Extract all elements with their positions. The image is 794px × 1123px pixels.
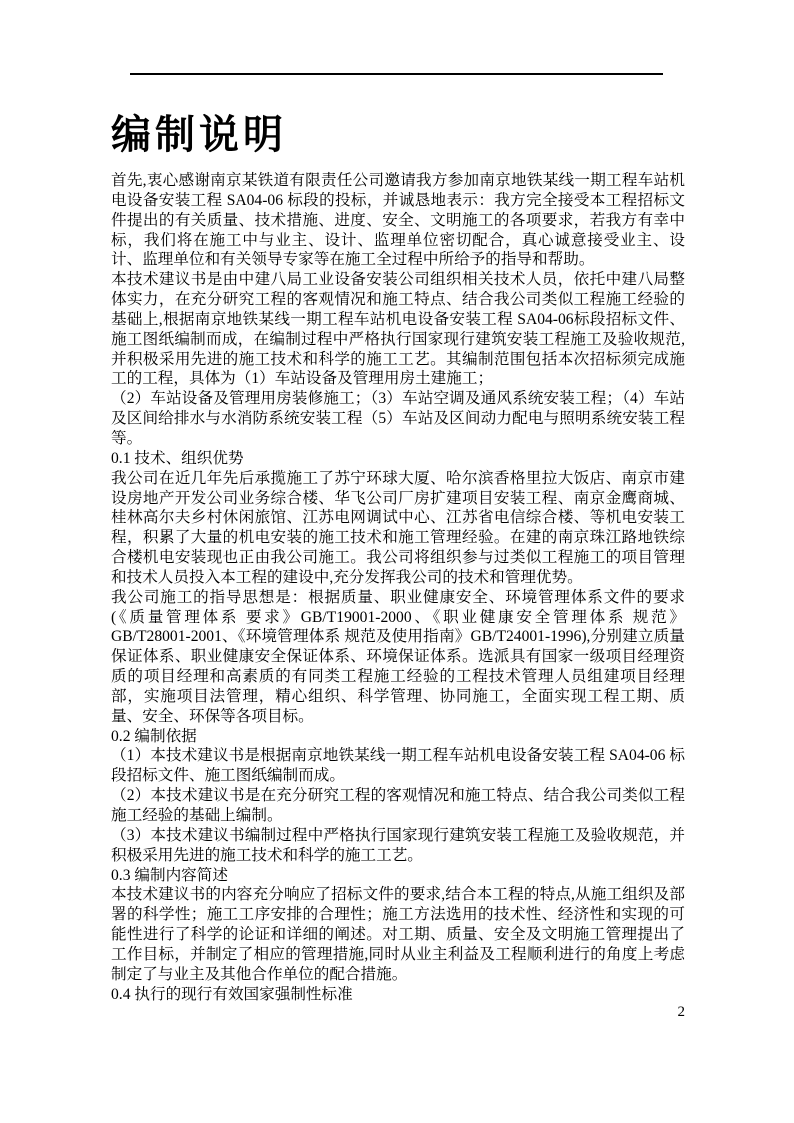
paragraph-basis-item-3: （3）本技术建议书编制过程中严格执行国家现行建筑安装工程施工及验收规范，并积极采用先进的施工技术和科学的施工工艺。 <box>111 826 685 864</box>
page-title: 编制说明 <box>111 112 287 157</box>
document-body <box>111 171 685 1004</box>
section-heading-0-1: 0.1 技术、组织优势 <box>111 449 244 467</box>
paragraph-content-summary: 本技术建议书的内容充分响应了招标文件的要求,结合本工程的特点,从施工组织及部署的科学性；施工工序安排的合理性；施工方法选用的技术性、经济性和实现的可能性进行了科学的论证和详细的阐述。对工期、质量、安全及文明施工管理提出了工作目标，并制定了相应的管理措施,同时从业主利益及工程顺利进行的角度上考虑制定了与业主及其他合作单位的配合措施。 <box>111 886 685 983</box>
section-heading-0-3: 0.3 编制内容简述 <box>111 866 228 884</box>
section-heading-0-4: 0.4 执行的现行有效国家强制性标准 <box>111 985 353 1003</box>
paragraph-basis: 本技术建议书是由中建八局工业设备安装公司组织相关技术人员，依托中建八局整体实力，在充分研究工程的客观情况和施工特点、结合我公司类似工程施工经验的基础上,根据南京地铁某线一期工程车站机电设备安装工程 SA04-06标段招标文件、施工图纸编制而成，在编制过程中严格执行国家现行建筑安装工程施工及验收规范,并积极采用先进的施工技术和科学的施工工艺。其编制范围包括本次招标须完成施工的工程，具体为（1）车站设备及管理用房土建施工； <box>111 271 685 388</box>
paragraph-scope-items: （2）车站设备及管理用房装修施工；（3）车站空调及通风系统安装工程；（4）车站及区间给排水与水消防系统安装工程（5）车站及区间动力配电与照明系统安装工程等。 <box>111 390 685 447</box>
paragraph-intro: 首先,衷心感谢南京某铁道有限责任公司邀请我方参加南京地铁某线一期工程车站机电设备安装工程 SA04-06 标段的投标，并诚恳地表示：我方完全接受本工程招标文件提出的有关质量、技术措施、进度、安全、文明施工的各项要求，若我方有幸中标，我们将在施工中与业主、设计、监理单位密切配合，真心诚意接受业主、设计、监理单位和有关领导专家等在施工全过程中所给予的指导和帮助。 <box>111 172 685 269</box>
paragraph-basis-item-1: （1）本技术建议书是根据南京地铁某线一期工程车站机电设备安装工程 SA04-06 标段招标文件、施工图纸编制而成。 <box>111 747 685 785</box>
section-heading-0-2: 0.2 编制依据 <box>111 727 197 745</box>
header-rule <box>130 73 663 75</box>
paragraph-guiding-principle: 我公司施工的指导思想是：根据质量、职业健康安全、环境管理体系文件的要求(《质量管理体系 要求》GB/T19001-2000、《职业健康安全管理体系 规范》GB/T28001-2001、《环境管理体系 规范及使用指南》GB/T24001-1996),分别建立质量保证体系、职业健康安全保证体系、环境保证体系。选派具有国家一级项目经理资质的项目经理和高素质的有同类工程施工经验的工程技术管理人员组建项目经理部，实施项目法管理，精心组织、科学管理、协同施工，全面实现工程工期、质量、安全、环保等各项目标。 <box>111 588 685 725</box>
paragraph-experience: 我公司在近几年先后承揽施工了苏宁环球大厦、哈尔滨香格里拉大饭店、南京市建设房地产开发公司业务综合楼、华飞公司厂房扩建项目安装工程、南京金鹰商城、桂林高尔夫乡村休闲旅馆、江苏电网调试中心、江苏省电信综合楼、等机电安装工程，积累了大量的机电安装的施工技术和施工管理经验。在建的南京珠江路地铁综合楼机电安装现也正由我公司施工。我公司将组织参与过类似工程施工的项目管理和技术人员投入本工程的建设中,充分发挥我公司的技术和管理优势。 <box>111 469 685 586</box>
page-number: 2 <box>677 1004 685 1020</box>
paragraph-basis-item-2: （2）本技术建议书是在充分研究工程的客观情况和施工特点、结合我公司类似工程施工经验的基础上编制。 <box>111 787 685 824</box>
